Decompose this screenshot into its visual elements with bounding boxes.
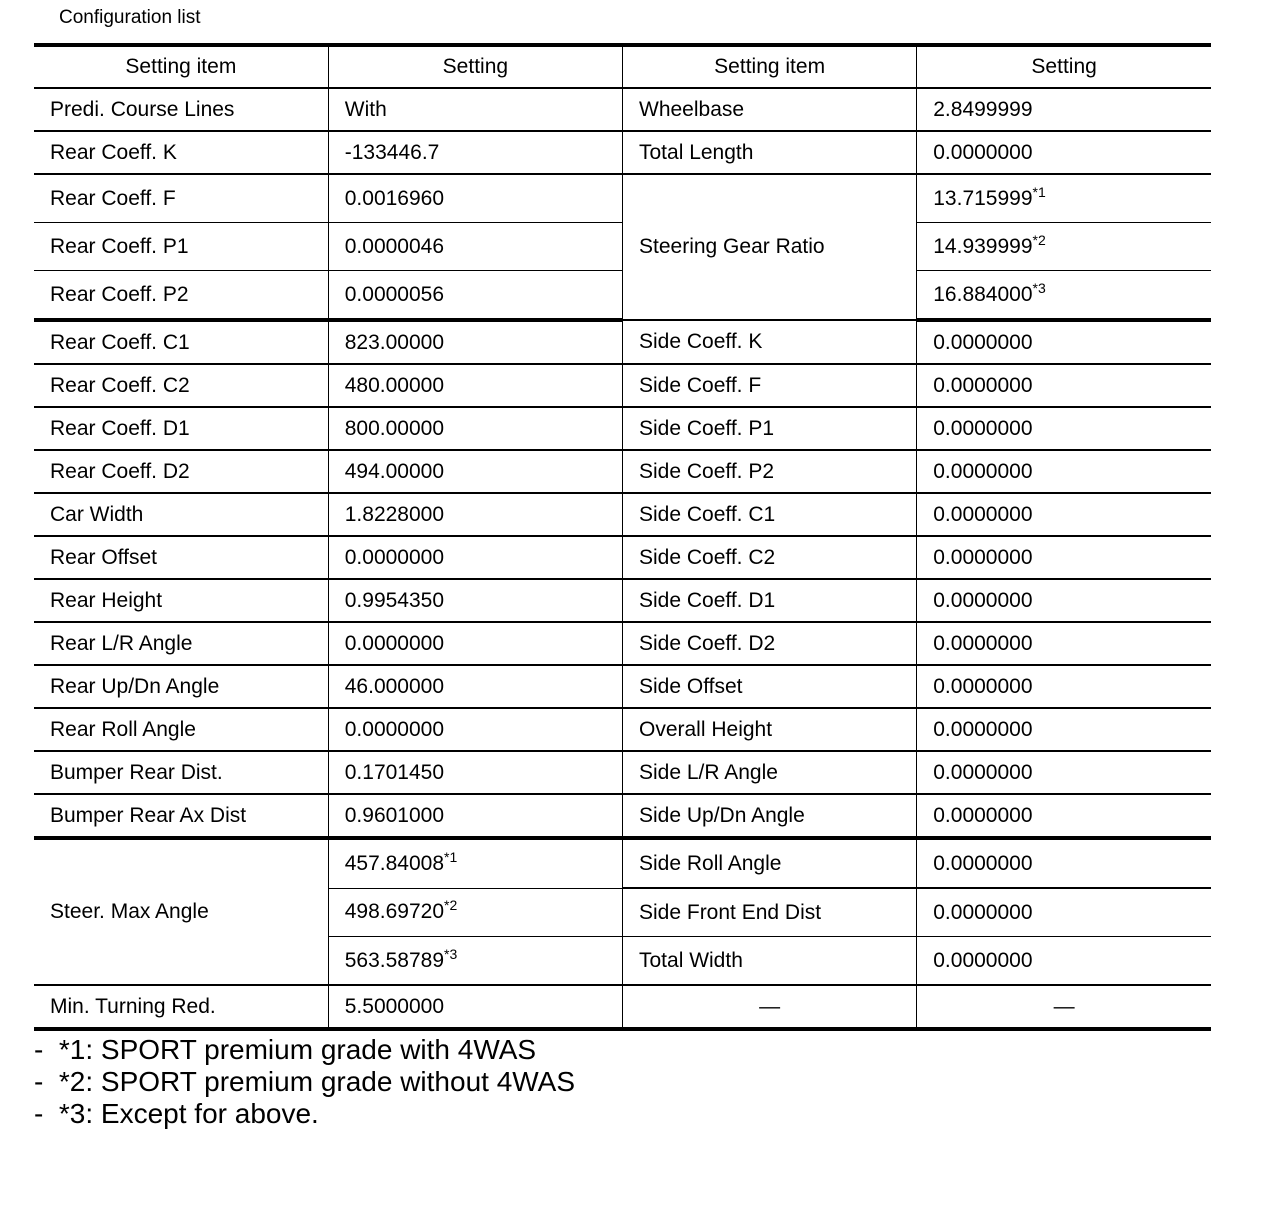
setting-item: Predi. Course Lines	[34, 88, 328, 131]
setting-item: Side Front End Dist	[623, 888, 917, 937]
setting-item: Min. Turning Red.	[34, 985, 328, 1029]
setting-item: Side Coeff. K	[623, 320, 917, 364]
table-row	[34, 174, 1211, 223]
setting-value: 480.00000	[328, 364, 622, 407]
setting-value: 0.0000000	[328, 622, 622, 665]
table-row	[34, 364, 1211, 407]
footnote-ref: *1	[1032, 183, 1046, 200]
table-row	[34, 493, 1211, 536]
setting-item: Car Width	[34, 493, 328, 536]
footnote-ref: *3	[1032, 279, 1046, 296]
footnotes	[34, 1034, 575, 1130]
setting-value: 823.00000	[328, 320, 622, 364]
value-text: 14.939999	[933, 234, 1033, 258]
footnote-ref: *3	[444, 945, 458, 962]
table-row	[34, 407, 1211, 450]
setting-item: Rear Coeff. C1	[34, 320, 328, 364]
setting-value: 0.0000000	[917, 622, 1211, 665]
setting-value: 0.0000000	[917, 665, 1211, 708]
setting-value: 0.0000000	[917, 708, 1211, 751]
setting-value: 46.000000	[328, 665, 622, 708]
setting-value: -133446.7	[328, 131, 622, 174]
setting-value: 5.5000000	[328, 985, 622, 1029]
setting-item: Bumper Rear Ax Dist	[34, 794, 328, 838]
setting-item: Rear Offset	[34, 536, 328, 579]
setting-item-steer-max-angle: Steer. Max Angle	[34, 838, 328, 985]
setting-item: Side Coeff. D1	[623, 579, 917, 622]
setting-item: Rear Coeff. D1	[34, 407, 328, 450]
setting-value: 0.0000000	[917, 536, 1211, 579]
setting-value: 0.9601000	[328, 794, 622, 838]
setting-item: Rear Coeff. K	[34, 131, 328, 174]
table-row	[34, 320, 1211, 364]
setting-item: Total Length	[623, 131, 917, 174]
setting-value	[917, 223, 1211, 271]
setting-item: Overall Height	[623, 708, 917, 751]
setting-value: 0.0000046	[328, 223, 622, 271]
setting-value	[328, 838, 622, 888]
header-setting-left: Setting	[328, 45, 622, 88]
setting-item: Rear Up/Dn Angle	[34, 665, 328, 708]
table-row	[34, 536, 1211, 579]
setting-value: 0.0000000	[917, 407, 1211, 450]
empty-dash: —	[623, 985, 917, 1029]
setting-value: 800.00000	[328, 407, 622, 450]
header-setting-item-right: Setting item	[623, 45, 917, 88]
setting-value: 0.0000000	[917, 937, 1211, 986]
setting-item: Side Coeff. P1	[623, 407, 917, 450]
value-text: 16.884000	[933, 282, 1033, 306]
header-setting-right: Setting	[917, 45, 1211, 88]
table-row	[34, 665, 1211, 708]
table-row	[34, 88, 1211, 131]
setting-value: 0.0000000	[917, 131, 1211, 174]
setting-value: 494.00000	[328, 450, 622, 493]
setting-value: With	[328, 88, 622, 131]
setting-item: Side Roll Angle	[623, 838, 917, 888]
setting-value: 0.0000000	[917, 320, 1211, 364]
setting-value	[328, 888, 622, 937]
setting-value: 0.0000000	[917, 493, 1211, 536]
setting-item: Rear Coeff. F	[34, 174, 328, 223]
setting-value	[917, 271, 1211, 321]
footnote-ref: *2	[1032, 231, 1046, 248]
setting-value: 0.0000000	[328, 536, 622, 579]
setting-item: Side Coeff. D2	[623, 622, 917, 665]
setting-value: 0.1701450	[328, 751, 622, 794]
value-text: 13.715999	[933, 186, 1033, 210]
value-text: 563.58789	[344, 948, 445, 972]
setting-item: Side Coeff. P2	[623, 450, 917, 493]
setting-item: Wheelbase	[623, 88, 917, 131]
setting-item: Rear Height	[34, 579, 328, 622]
setting-value	[328, 937, 622, 986]
table-row	[34, 450, 1211, 493]
footnote-3: - *3: Except for above.	[34, 1098, 319, 1129]
footnote-ref: *2	[444, 897, 458, 914]
table-row	[34, 751, 1211, 794]
setting-item: Bumper Rear Dist.	[34, 751, 328, 794]
setting-value: 1.8228000	[328, 493, 622, 536]
setting-item: Side Up/Dn Angle	[623, 794, 917, 838]
setting-value: 2.8499999	[917, 88, 1211, 131]
value-text: 457.84008	[344, 851, 445, 875]
setting-value: 0.0000000	[917, 450, 1211, 493]
setting-item: Rear Coeff. P2	[34, 271, 328, 321]
empty-dash: —	[917, 985, 1211, 1029]
setting-value: 0.0000000	[917, 364, 1211, 407]
table-row	[34, 131, 1211, 174]
setting-item: Rear Roll Angle	[34, 708, 328, 751]
table-row	[34, 579, 1211, 622]
setting-item: Rear Coeff. D2	[34, 450, 328, 493]
value-text: 498.69720	[344, 900, 445, 924]
setting-item: Rear Coeff. P1	[34, 223, 328, 271]
setting-value: 0.0016960	[328, 174, 622, 223]
setting-item-steering-gear-ratio: Steering Gear Ratio	[623, 174, 917, 320]
setting-item: Side Coeff. C2	[623, 536, 917, 579]
setting-item: Side Offset	[623, 665, 917, 708]
setting-value: 0.0000000	[328, 708, 622, 751]
table-row	[34, 794, 1211, 838]
setting-item: Side Coeff. F	[623, 364, 917, 407]
setting-value: 0.9954350	[328, 579, 622, 622]
configuration-table	[34, 43, 1211, 1031]
table-caption: Configuration list	[59, 7, 201, 28]
setting-item: Rear L/R Angle	[34, 622, 328, 665]
footnote-1: - *1: SPORT premium grade with 4WAS	[34, 1034, 537, 1065]
setting-item: Total Width	[623, 937, 917, 986]
setting-value: 0.0000000	[917, 838, 1211, 888]
setting-value: 0.0000000	[917, 794, 1211, 838]
header-setting-item-left: Setting item	[34, 45, 328, 88]
table-row	[34, 708, 1211, 751]
header-row	[34, 45, 1211, 88]
setting-item: Rear Coeff. C2	[34, 364, 328, 407]
table-row	[34, 622, 1211, 665]
setting-value: 0.0000000	[917, 579, 1211, 622]
setting-item: Side Coeff. C1	[623, 493, 917, 536]
footnote-2: - *2: SPORT premium grade without 4WAS	[34, 1066, 576, 1097]
table-row	[34, 838, 1211, 888]
setting-value	[917, 174, 1211, 223]
footnote-ref: *1	[444, 848, 458, 865]
setting-value: 0.0000000	[917, 751, 1211, 794]
setting-value: 0.0000000	[917, 888, 1211, 937]
setting-value: 0.0000056	[328, 271, 622, 321]
table-row	[34, 985, 1211, 1029]
setting-item: Side L/R Angle	[623, 751, 917, 794]
